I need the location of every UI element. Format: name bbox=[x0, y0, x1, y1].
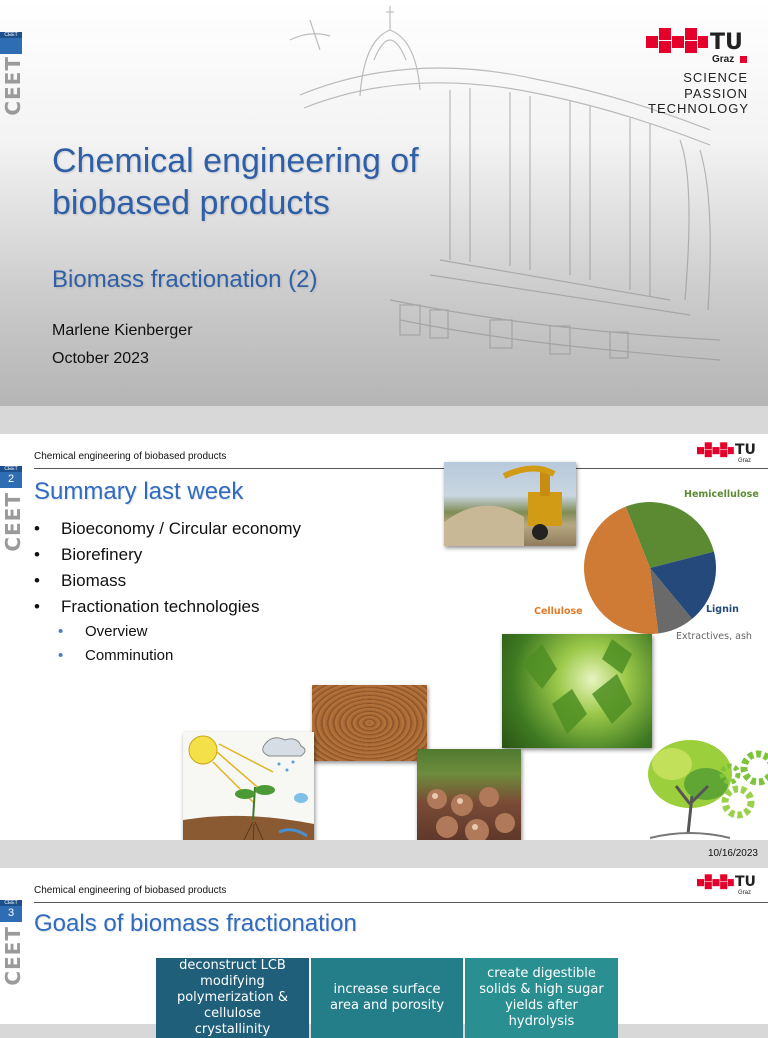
ceet-sidebar bbox=[0, 900, 24, 990]
header-divider bbox=[34, 902, 768, 903]
tree-gears-illustration bbox=[640, 734, 768, 840]
tu-graz-logo-icon bbox=[697, 874, 735, 896]
bullet-item: • Fractionation technologies bbox=[34, 594, 301, 620]
sub-bullet-item: • Comminution bbox=[34, 644, 301, 668]
goals-slide bbox=[0, 868, 768, 1037]
bullet-item: • Biorefinery bbox=[34, 542, 301, 568]
sub-bullet-item: • Overview bbox=[34, 620, 301, 644]
pie-label-cellulose: Cellulose bbox=[534, 606, 583, 617]
tu-logo-text: TU bbox=[710, 30, 743, 55]
ceet-vertical-label: CEET bbox=[1, 56, 25, 116]
header-divider bbox=[34, 468, 768, 469]
bullet-item: • Bioeconomy / Circular economy bbox=[34, 516, 301, 542]
ceet-badge-label: CEET bbox=[0, 32, 22, 38]
title-slide bbox=[0, 0, 768, 406]
slide-header: Chemical engineering of biobased products bbox=[34, 451, 227, 462]
pie-label-lignin: Lignin bbox=[706, 604, 739, 615]
slide-separator bbox=[0, 406, 768, 434]
summary-slide bbox=[0, 434, 768, 866]
green-leaves-photo bbox=[502, 634, 652, 748]
presentation-title: Chemical engineering of biobased products bbox=[52, 142, 419, 222]
page-number-badge bbox=[0, 900, 22, 922]
graz-logo-text: Graz bbox=[738, 458, 752, 464]
page-number-badge bbox=[0, 466, 22, 488]
tu-graz-logo-icon bbox=[697, 442, 735, 464]
presentation-subtitle: Biomass fractionation (2) bbox=[52, 266, 318, 293]
tagline-passion: PASSION bbox=[684, 85, 748, 101]
tagline-technology: TECHNOLOGY bbox=[648, 101, 750, 116]
pie-label-extractives: Extractives, ash bbox=[676, 631, 752, 642]
tu-logo-text: TU bbox=[735, 442, 756, 458]
graz-logo-text: Graz bbox=[712, 54, 735, 65]
ceet-vertical-label: CEET bbox=[1, 492, 25, 552]
slide-header: Chemical engineering of biobased products bbox=[34, 885, 227, 896]
presentation-date: October 2023 bbox=[52, 350, 149, 367]
slide-title: Goals of biomass fractionation bbox=[34, 910, 357, 937]
biomass-composition-pie-chart bbox=[580, 498, 720, 638]
graz-red-square bbox=[740, 56, 747, 63]
wood-cross-section-photo bbox=[312, 685, 427, 761]
goal-box-surface-area: increase surface area and porosity bbox=[311, 958, 463, 1038]
tu-graz-logo-icon bbox=[646, 28, 710, 64]
goal-box-digestible-solids: create digestible solids & high sugar yields after hydrolysis bbox=[465, 958, 618, 1038]
page-number: 2 bbox=[7, 473, 15, 485]
graz-logo-text: Graz bbox=[738, 890, 752, 896]
ceet-vertical-label: CEET bbox=[1, 926, 25, 986]
root-vegetables-photo bbox=[417, 749, 521, 847]
photosynthesis-illustration bbox=[183, 732, 314, 850]
ceet-badge-label: CEET bbox=[0, 900, 22, 906]
summary-bullet-list bbox=[34, 516, 301, 668]
slide-title: Summary last week bbox=[34, 478, 244, 505]
author-name: Marlene Kienberger bbox=[52, 322, 193, 339]
pie-label-hemicellulose: Hemicellulose bbox=[684, 489, 759, 500]
wood-chipper-photo bbox=[444, 462, 576, 546]
ceet-badge-label: CEET bbox=[0, 466, 22, 472]
goal-box-deconstruct: deconstruct LCB modifying polymerization & cellulose crystallinity bbox=[156, 958, 309, 1038]
tu-logo-text: TU bbox=[735, 874, 756, 890]
tu-tagline bbox=[648, 70, 748, 117]
bullet-item: • Biomass bbox=[34, 568, 301, 594]
tagline-science: SCIENCE bbox=[683, 70, 748, 85]
ceet-sidebar bbox=[0, 466, 24, 556]
page-number: 3 bbox=[7, 907, 15, 919]
ceet-sidebar bbox=[0, 32, 24, 132]
footer-date: 10/16/2023 bbox=[707, 848, 758, 859]
ceet-badge bbox=[0, 32, 22, 54]
slide-footer bbox=[0, 840, 768, 866]
